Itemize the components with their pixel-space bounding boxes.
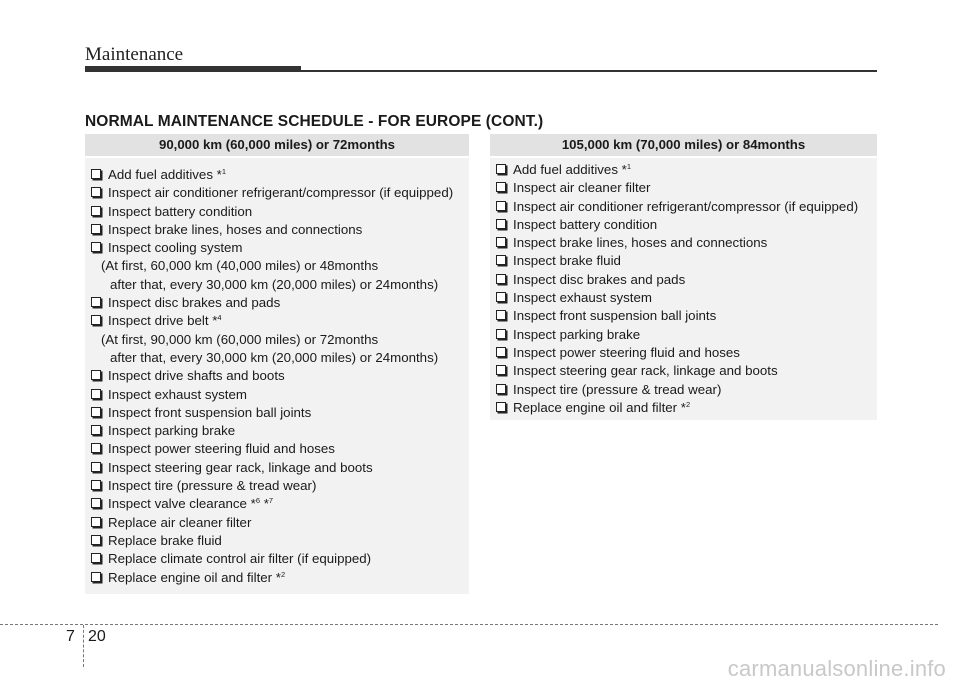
page-number: 20: [88, 628, 106, 645]
item-text: Inspect air conditioner refrigerant/compressor (if equipped): [108, 185, 454, 201]
chapter-number: 7: [66, 628, 75, 645]
checkbox-icon: [91, 443, 101, 453]
checkbox-icon: [91, 389, 101, 399]
item-text: Inspect battery condition: [513, 216, 658, 232]
checklist-note: [91, 331, 469, 349]
checkbox-icon: [91, 425, 101, 435]
item-text: Inspect parking brake: [108, 423, 236, 439]
checklist-item: [91, 440, 469, 458]
checkbox-icon: [91, 407, 101, 417]
item-text: Inspect brake lines, hoses and connections: [513, 235, 768, 251]
checkbox-icon: [91, 315, 101, 325]
checklist-item: [91, 422, 469, 440]
checkbox-icon: [496, 292, 506, 302]
checklist-item: [496, 179, 877, 197]
item-text: Replace brake fluid: [108, 532, 222, 548]
checkbox-icon: [91, 517, 101, 527]
footnote-marker: 1: [626, 162, 632, 171]
checklist-item: [91, 495, 469, 513]
item-text: Replace climate control air filter (if equipped): [108, 551, 372, 567]
checkbox-icon: [91, 224, 101, 234]
checklist-item: [91, 294, 469, 312]
checklist-item: [91, 367, 469, 385]
item-text: (At first, 90,000 km (60,000 miles) or 72months: [101, 331, 379, 347]
item-text: Inspect exhaust system: [513, 290, 652, 306]
checklist-item: [91, 239, 469, 257]
checklist-item: [496, 198, 877, 216]
checkbox-icon: [91, 572, 101, 582]
checklist-item: [496, 399, 877, 417]
checkbox-icon: [496, 365, 506, 375]
header-title: Maintenance: [85, 44, 184, 65]
checkbox-icon: [496, 237, 506, 247]
checklist-note: [91, 257, 469, 275]
footnote-marker: 2: [685, 399, 691, 409]
checkbox-icon: [496, 329, 506, 339]
checklist-item: [496, 307, 877, 325]
checkbox-icon: [91, 535, 101, 545]
checklist-item: [91, 184, 469, 202]
checklist-item: [496, 271, 877, 289]
checkbox-icon: [496, 274, 506, 284]
checklist-item: [496, 362, 877, 380]
checklist-item: [496, 216, 877, 234]
item-text: Inspect power steering fluid and hoses: [108, 441, 335, 457]
panel-heading: 105,000 km (70,000 miles) or 84months: [490, 134, 877, 158]
item-text: Inspect tire (pressure & tread wear): [513, 381, 722, 397]
footer-vertical-divider: [83, 625, 84, 667]
checklist-item: [496, 161, 877, 179]
checkbox-icon: [496, 219, 506, 229]
item-text: Inspect steering gear rack, linkage and boots: [513, 363, 778, 379]
checklist-item: [496, 326, 877, 344]
item-text: after that, every 30,000 km (20,000 miles) or 24months): [110, 276, 439, 292]
item-text: Inspect drive shafts and boots: [108, 368, 285, 384]
item-text: Inspect disc brakes and pads: [513, 271, 686, 287]
checklist-item: [91, 312, 469, 330]
checklist-note: [91, 349, 469, 367]
item-text: Inspect brake fluid: [513, 253, 621, 269]
item-text: Inspect steering gear rack, linkage and boots: [108, 459, 373, 475]
checkbox-icon: [91, 498, 101, 508]
checkbox-icon: [496, 182, 506, 192]
item-text: Add fuel additives *: [108, 167, 222, 182]
checklist-item: [91, 166, 469, 184]
checkbox-icon: [91, 206, 101, 216]
checklist-item: [496, 344, 877, 362]
item-text: Inspect cooling system: [108, 240, 243, 256]
checklist: [85, 158, 469, 587]
checkbox-icon: [496, 402, 506, 412]
checklist-note: [91, 276, 469, 294]
footnote-marker: 4: [217, 313, 222, 323]
item-text: Inspect valve clearance *: [108, 496, 256, 512]
item-text: after that, every 30,000 km (20,000 miles) or 24months): [110, 349, 439, 365]
item-text: Inspect parking brake: [513, 326, 641, 342]
checkbox-icon: [91, 370, 101, 380]
item-text: Inspect drive belt *: [108, 313, 218, 329]
checklist-item: [91, 221, 469, 239]
item-text: Inspect air conditioner refrigerant/compressor (if equipped): [513, 198, 859, 214]
checklist-item: [496, 252, 877, 270]
header-rule-thick: [85, 66, 301, 72]
checklist-item: [91, 203, 469, 221]
checkbox-icon: [496, 201, 506, 211]
schedule-panel-105000km: [490, 134, 877, 420]
header-rule-thin: [301, 70, 877, 72]
footnote-marker: 1: [221, 167, 227, 176]
checklist-item: [91, 404, 469, 422]
item-text: Replace engine oil and filter *: [513, 399, 686, 415]
footnote-marker: 2: [280, 569, 286, 579]
schedule-panel-90000km: [85, 134, 469, 594]
checklist-item: [496, 289, 877, 307]
checkbox-icon: [91, 187, 101, 197]
item-text: Replace air cleaner filter: [108, 514, 252, 530]
checkbox-icon: [91, 462, 101, 472]
item-text: Replace engine oil and filter *: [108, 569, 281, 585]
checklist-item: [91, 550, 469, 568]
checkbox-icon: [496, 255, 506, 265]
item-text: Inspect disc brakes and pads: [108, 295, 281, 311]
item-text: Inspect front suspension ball joints: [108, 404, 312, 420]
checkbox-icon: [91, 169, 101, 179]
footnote-marker: 7: [268, 496, 274, 506]
checklist-item: [496, 234, 877, 252]
section-title: NORMAL MAINTENANCE SCHEDULE - FOR EUROPE (CONT.): [85, 113, 544, 130]
item-text: *: [260, 496, 269, 512]
footnote-marker: 6: [255, 496, 260, 506]
checklist-item: [91, 532, 469, 550]
checkbox-icon: [496, 347, 506, 357]
watermark: carmanualsonline.info: [727, 656, 946, 681]
checklist-item: [91, 386, 469, 404]
checklist-item: [91, 514, 469, 532]
checklist-item: [91, 569, 469, 587]
item-text: Inspect brake lines, hoses and connections: [108, 221, 363, 237]
item-text: Inspect front suspension ball joints: [513, 308, 717, 324]
checklist-item: [91, 477, 469, 495]
panel-heading: 90,000 km (60,000 miles) or 72months: [85, 134, 469, 158]
checkbox-icon: [496, 384, 506, 394]
item-text: Inspect tire (pressure & tread wear): [108, 478, 317, 494]
footer-divider: [0, 624, 938, 625]
item-text: (At first, 60,000 km (40,000 miles) or 48months: [101, 258, 379, 274]
item-text: Inspect power steering fluid and hoses: [513, 344, 740, 360]
checklist-item: [91, 459, 469, 477]
item-text: Inspect battery condition: [108, 203, 253, 219]
checkbox-icon: [91, 297, 101, 307]
checkbox-icon: [91, 553, 101, 563]
checkbox-icon: [91, 242, 101, 252]
checkbox-icon: [496, 164, 506, 174]
item-text: Inspect exhaust system: [108, 386, 247, 402]
checklist-item: [496, 381, 877, 399]
item-text: Add fuel additives *: [513, 162, 627, 177]
checkbox-icon: [496, 310, 506, 320]
checklist: [490, 158, 877, 417]
checkbox-icon: [91, 480, 101, 490]
item-text: Inspect air cleaner filter: [513, 180, 651, 196]
